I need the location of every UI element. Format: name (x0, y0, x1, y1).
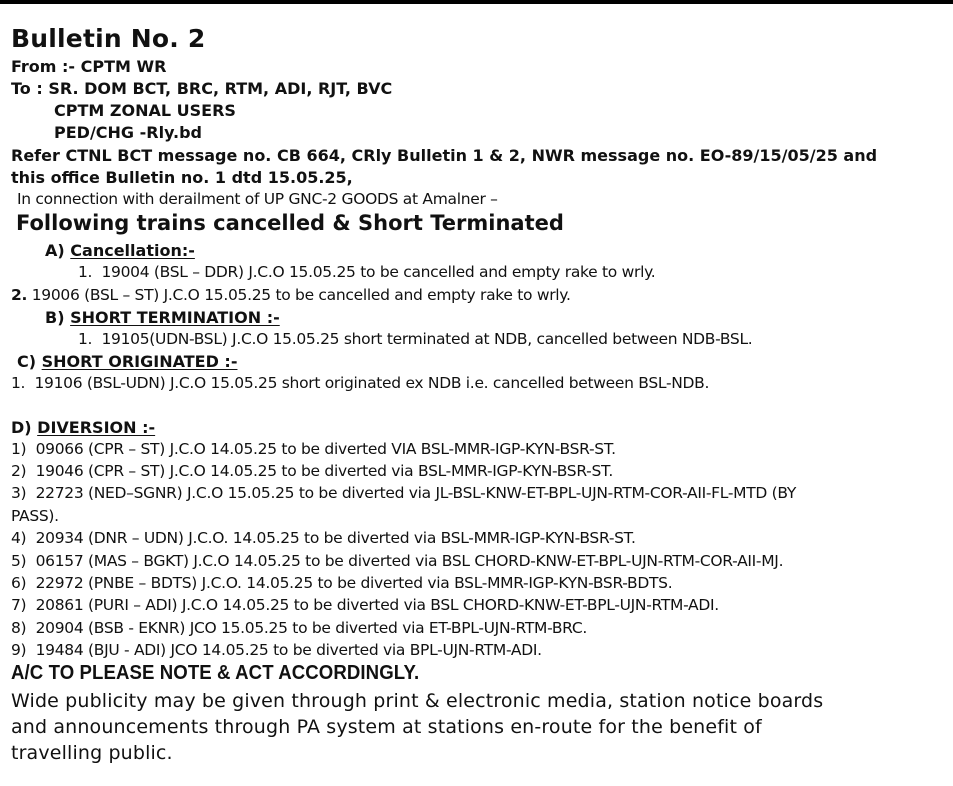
section-heading-short-originated (17, 352, 237, 371)
list-item (78, 330, 752, 348)
list-item (11, 462, 613, 480)
item-number: 4) (11, 529, 27, 547)
item-text: 19106 (BSL-UDN) J.C.O 15.05.25 short originated ex NDB i.e. cancelled between BSL-NDB. (34, 374, 710, 392)
item-number: 8) (11, 619, 27, 637)
section-heading-cancellation (45, 241, 195, 260)
item-number: 2) (11, 462, 27, 480)
item-text: 20861 (PURI – ADI) J.C.O 14.05.25 to be diverted via BSL CHORD-KNW-ET-BPL-UJN-RTM-ADI. (35, 596, 719, 614)
section-label: DIVERSION :- (37, 418, 156, 437)
item-text: 22723 (NED–SGNR) J.C.O 15.05.25 to be diverted via JL-BSL-KNW-ET-BPL-UJN-RTM-COR-AII-FL-MTD (BY (35, 484, 797, 502)
list-item (11, 619, 587, 637)
main-heading: Following trains cancelled & Short Terminated (16, 211, 564, 235)
item-text: 20904 (BSB - EKNR) JCO 15.05.25 to be diverted via ET-BPL-UJN-RTM-BRC. (35, 619, 588, 637)
publicity-note-line: and announcements through PA system at stations en-route for the benefit of (11, 716, 762, 738)
list-item (11, 440, 616, 458)
item-text: 06157 (MAS – BGKT) J.C.O 14.05.25 to be diverted via BSL CHORD-KNW-ET-BPL-UJN-RTM-COR-AII-MJ. (35, 552, 784, 570)
list-item (11, 641, 542, 659)
list-item (11, 574, 672, 592)
section-heading-short-termination (45, 308, 280, 327)
publicity-note-line: Wide publicity may be given through print & electronic media, station notice boards (11, 690, 824, 712)
section-letter: D) (11, 418, 32, 437)
publicity-note-line: travelling public. (11, 742, 173, 764)
item-text: 19105(UDN-BSL) J.C.O 15.05.25 short terminated at NDB, cancelled between NDB-BSL. (101, 330, 753, 348)
item-text: 19484 (BJU - ADI) JCO 14.05.25 to be diverted via BPL-UJN-RTM-ADI. (35, 641, 542, 659)
from-line: From :- CPTM WR (11, 57, 167, 76)
item-number: 1) (11, 440, 27, 458)
item-text: 19006 (BSL – ST) J.C.O 15.05.25 to be cancelled and empty rake to wrly. (31, 286, 571, 304)
item-text: 19004 (BSL – DDR) J.C.O 15.05.25 to be cancelled and empty rake to wrly. (101, 263, 656, 281)
item-number: 1. (78, 330, 93, 348)
item-number: 5) (11, 552, 27, 570)
list-item (11, 484, 796, 502)
item-number: 3) (11, 484, 27, 502)
section-label: SHORT ORIGINATED :- (41, 352, 238, 371)
list-item (11, 286, 571, 304)
item-text: 20934 (DNR – UDN) J.C.O. 14.05.25 to be diverted via BSL-MMR-IGP-KYN-BSR-ST. (35, 529, 636, 547)
to-line: To : SR. DOM BCT, BRC, RTM, ADI, RJT, BVC (11, 79, 393, 98)
acknowledgement-note: A/C TO PLEASE NOTE & ACT ACCORDINGLY. (11, 662, 420, 684)
top-border (0, 0, 953, 4)
list-item (11, 552, 783, 570)
item-text: 19046 (CPR – ST) J.C.O 14.05.25 to be diverted via BSL-MMR-IGP-KYN-BSR-ST. (35, 462, 613, 480)
connection-note: In connection with derailment of UP GNC-2 GOODS at Amalner – (17, 190, 498, 208)
item-text: 09066 (CPR – ST) J.C.O 14.05.25 to be diverted VIA BSL-MMR-IGP-KYN-BSR-ST. (35, 440, 616, 458)
item-number: 7) (11, 596, 27, 614)
section-letter: C) (17, 352, 37, 371)
section-heading-diversion (11, 418, 155, 437)
item-number: 6) (11, 574, 27, 592)
reference-line: Refer CTNL BCT message no. CB 664, CRly Bulletin 1 & 2, NWR message no. EO-89/15/05/25 and (11, 146, 878, 165)
section-letter: A) (45, 241, 65, 260)
list-item-continuation: PASS). (11, 507, 59, 525)
section-label: Cancellation:- (70, 241, 195, 260)
item-number: 2. (11, 286, 28, 304)
to-recipient: CPTM ZONAL USERS (54, 101, 236, 120)
section-letter: B) (45, 308, 65, 327)
section-label: SHORT TERMINATION :- (70, 308, 280, 327)
list-item (11, 529, 636, 547)
item-number: 9) (11, 641, 27, 659)
to-recipient: PED/CHG -Rly.bd (54, 123, 203, 142)
item-number: 1. (78, 263, 93, 281)
item-number: 1. (11, 374, 26, 392)
list-item (11, 374, 709, 392)
bulletin-title: Bulletin No. 2 (11, 24, 206, 53)
list-item (11, 596, 719, 614)
reference-line: this office Bulletin no. 1 dtd 15.05.25, (11, 168, 353, 187)
list-item (78, 263, 655, 281)
item-text: 22972 (PNBE – BDTS) J.C.O. 14.05.25 to be diverted via BSL-MMR-IGP-KYN-BSR-BDTS. (35, 574, 673, 592)
